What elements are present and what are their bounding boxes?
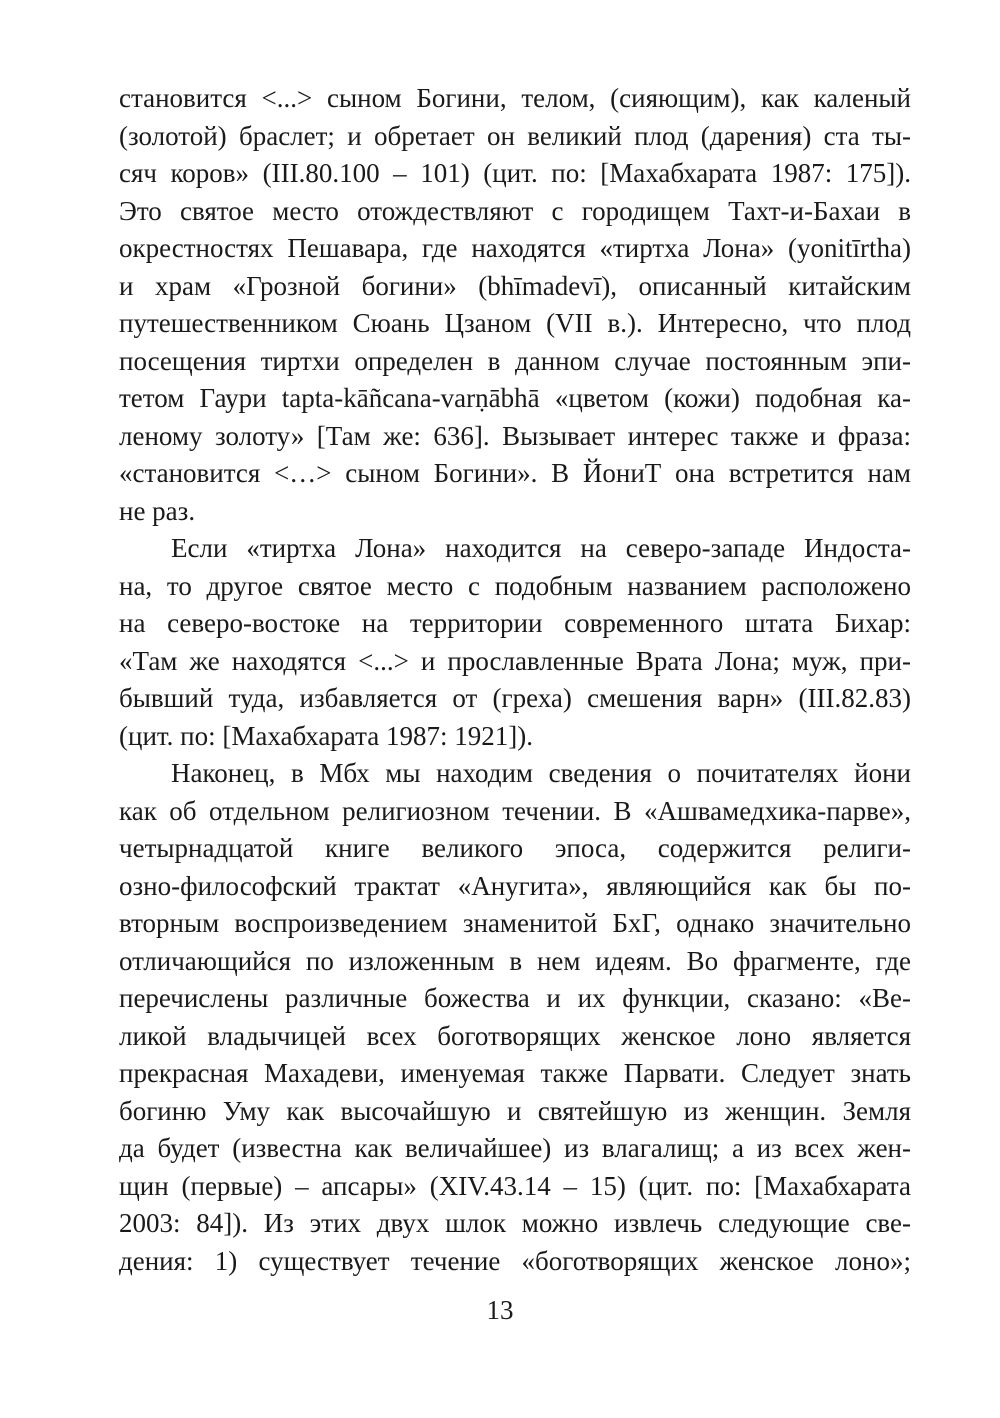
text-line: (золотой) браслет; и обретает он великий плод (дарения) ста ты- [119, 120, 911, 151]
text-line: сяч коров» (III.80.100 – 101) (цит. по: [Махабхарата 1987: 175]). [119, 158, 911, 188]
text-line: не раз. [119, 495, 196, 526]
text-line: «Там же находятся <...> и прославленные Врата Лона; муж, при- [119, 645, 911, 676]
text-line: отличающийся по изложенным в нем идеям. Во фрагменте, где [119, 945, 911, 976]
text-line: «становится <…> сыном Богини». В ЙониТ она встретится нам [119, 458, 911, 488]
page-body [119, 80, 911, 1280]
text-line: четырнадцатой книге великого эпоса, содержится религи- [119, 833, 911, 863]
text-line: прекрасная Махадеви, именуемая также Парвати. Следует знать [119, 1058, 911, 1088]
text-line: путешественником Сюань Цзаном (VII в.). Интересно, что плод [119, 308, 911, 338]
text-line: перечислены различные божества и их функции, сказано: «Ве- [119, 983, 911, 1013]
text-line: озно-философский трактат «Анугита», являющийся как бы по- [119, 870, 911, 901]
text-line: да будет (известна как величайшее) из влагалищ; а из всех жен- [119, 1133, 911, 1163]
text-line: Это святое место отождествляют с городищем Тахт-и-Бахаи в [119, 195, 911, 226]
paragraph-1 [119, 80, 911, 530]
text-line: посещения тиртхи определен в данном случае постоянным эпи- [119, 345, 911, 376]
text-line: как об отдельном религиозном течении. В «Ашвамедхика-парве», [119, 795, 911, 826]
text-line: богиню Уму как высочайшую и святейшую из женщин. Земля [119, 1095, 911, 1126]
text-line: ликой владычицей всех боготворящих женское лоно является [119, 1020, 911, 1051]
text-line: окрестностях Пешавара, где находятся «тиртха Лона» (yonitīrtha) [119, 233, 911, 263]
text-line: становится <...> сыном Богини, телом, (сияющим), как каленый [119, 83, 911, 113]
text-line: и храм «Грозной богини» (bhīmadevī), описанный китайским [119, 270, 911, 301]
text-line: Наконец, в Мбх мы находим сведения о почитателях йони [171, 758, 911, 788]
text-line: тетом Гаури tapta-kāñcana-varṇābhā «цветом (кожи) подобная ка- [119, 383, 911, 413]
text-line: щин (первые) – апсары» (XIV.43.14 – 15) (цит. по: [Махабхарата [119, 1170, 911, 1201]
text-line: вторным воспроизведением знаменитой БхГ, однако значительно [119, 908, 911, 938]
text-line: бывший туда, избавляется от (греха) смешения варн» (III.82.83) [119, 683, 911, 713]
page-number: 13 [486, 1295, 514, 1325]
text-line: (цит. по: [Махабхарата 1987: 1921]). [119, 720, 533, 751]
text-line: дения: 1) существует течение «боготворящих женское лоно»; [119, 1245, 911, 1276]
text-line: на, то другое святое место с подобным названием расположено [119, 570, 911, 601]
text-line: леному золоту» [Там же: 636]. Вызывает интерес также и фраза: [119, 420, 911, 451]
paragraph-3 [119, 755, 911, 1280]
text-line: на северо-востоке на территории современного штата Бихар: [119, 608, 911, 638]
paragraph-2 [119, 530, 911, 755]
text-line: Если «тиртха Лона» находится на северо-западе Индоста- [171, 533, 911, 563]
text-line: 2003: 84]). Из этих двух шлок можно извлечь следующие све- [119, 1208, 911, 1238]
